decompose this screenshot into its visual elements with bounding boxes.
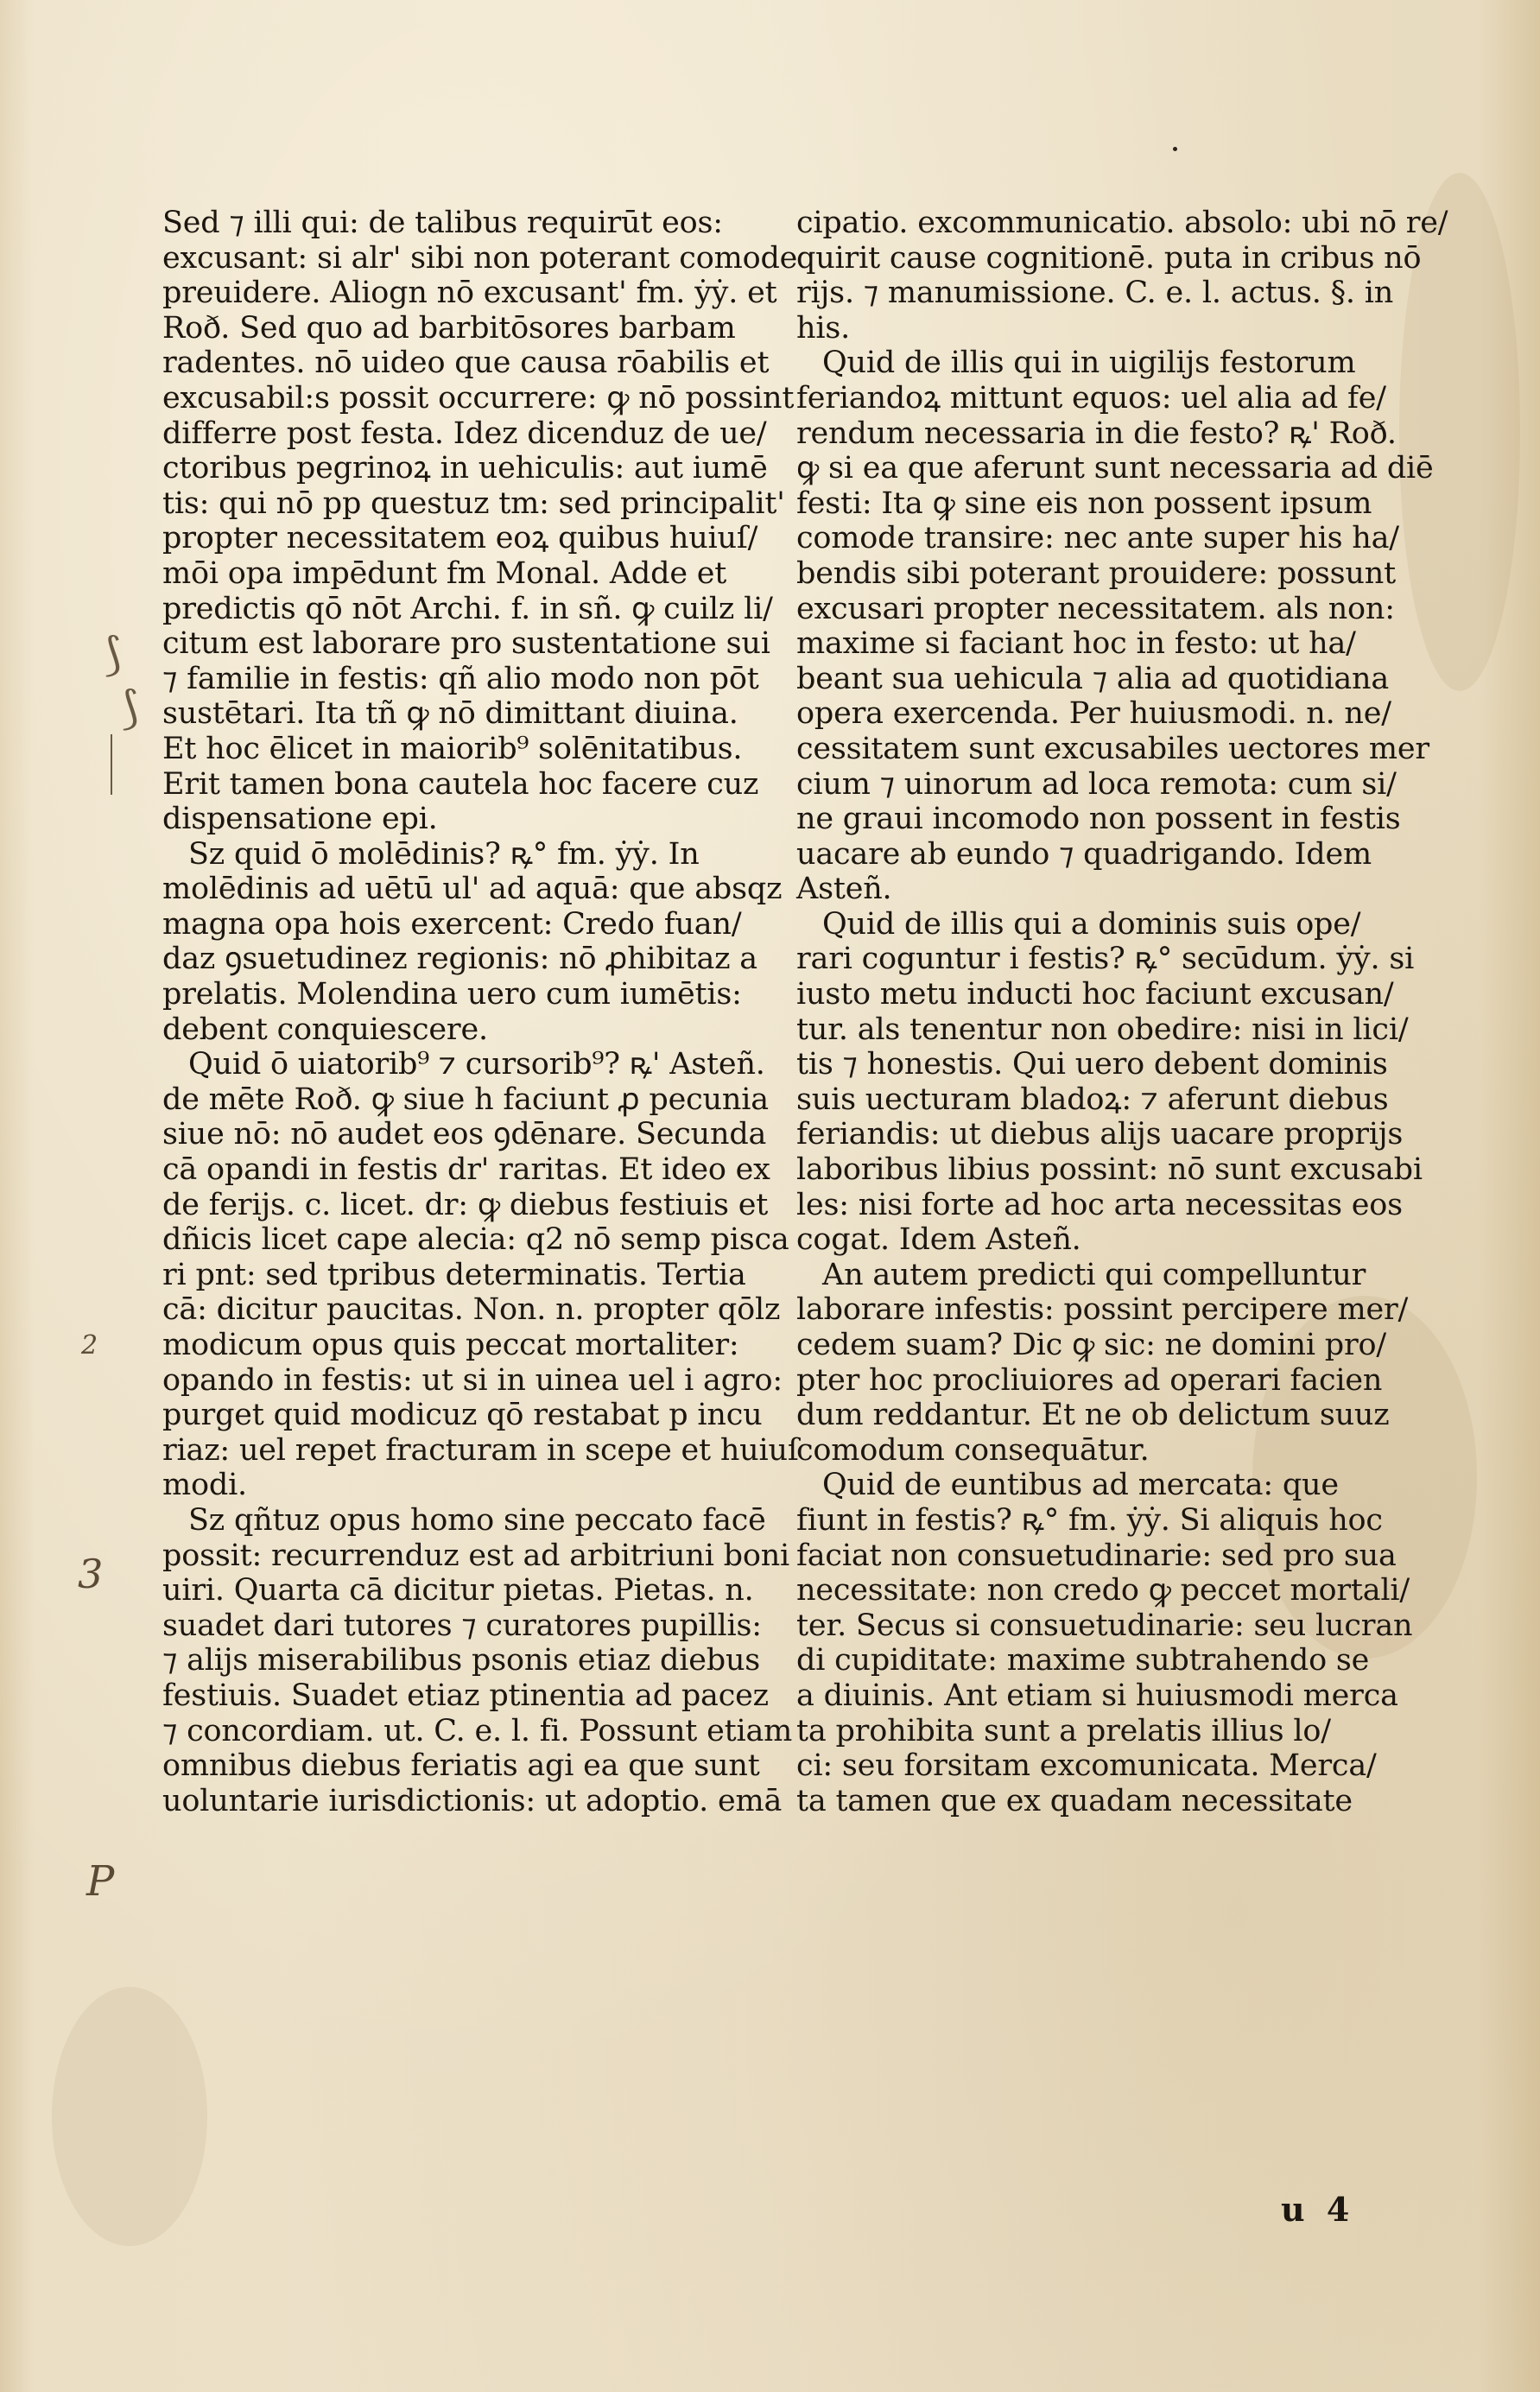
right-column-line: fiunt in festis? ꝶ° fm. ẏẏ. Si aliquis hoc bbox=[796, 1502, 1383, 1538]
right-column-line: les: nisi forte ad hoc arta necessitas eos bbox=[796, 1187, 1403, 1222]
right-column-line: ta tamen que ex quadam necessitate bbox=[796, 1783, 1353, 1818]
right-column-line: suis uecturam bladoꝝ: ⁊ aferunt diebus bbox=[796, 1082, 1389, 1117]
left-column-line: dñicis licet cape alecia: q2 nō semp pisca bbox=[162, 1222, 789, 1258]
right-column-line: uacare ab eundo ⁊ quadrigando. Idem bbox=[796, 836, 1372, 872]
right-column-line: feriandoꝝ mittunt equos: uel alia ad fe/ bbox=[796, 380, 1386, 416]
right-column-line: cipatio. excommunicatio. absolo: ubi nō re/ bbox=[796, 206, 1448, 240]
right-column-line: cedem suam? Dic ꝙ sic: ne domini pro/ bbox=[796, 1328, 1386, 1362]
right-column-line: beant sua uehicula ⁊ alia ad quotidiana bbox=[796, 661, 1390, 696]
left-column-line: de ferijs. c. licet. dr: ꝙ diebus festiuis et bbox=[162, 1187, 769, 1222]
left-column-line: excusabil:s possit occurrere: ꝙ nō possint bbox=[162, 380, 795, 416]
right-column-line: ꝙ si ea que aferunt sunt necessaria ad diē bbox=[796, 451, 1434, 486]
left-column-line: suadet dari tutores ⁊ curatores pupillis: bbox=[162, 1608, 762, 1643]
right-column-line: Quid de illis qui a dominis suis ope/ bbox=[822, 906, 1361, 942]
right-column-line: pter hoc procliuiores ad operari facien bbox=[796, 1362, 1383, 1398]
ink-dot bbox=[1173, 147, 1177, 151]
right-column-line: bendis sibi poterant prouidere: possunt bbox=[796, 555, 1396, 591]
margin-note-3: 3 bbox=[78, 1551, 104, 1597]
left-column-line: magna opa hois exercent: Credo fuan/ bbox=[162, 906, 742, 942]
left-column-line: daz ꝯsuetudinez regionis: nō ꝓhibitaz a bbox=[162, 942, 757, 977]
right-column-line: Asteñ. bbox=[796, 872, 892, 907]
left-column-line: siue nō: nō audet eos ꝯdēnare. Secunda bbox=[162, 1117, 767, 1152]
left-column-line: molēdinis ad uētū ul' ad aquā: que absqz bbox=[162, 872, 783, 907]
margin-vertical-line bbox=[111, 734, 112, 795]
right-column-line: iusto metu inducti hoc faciunt excusan/ bbox=[796, 977, 1394, 1012]
left-column-line: citum est laborare pro sustentatione sui bbox=[162, 626, 770, 662]
left-column-line: Quid ō uiatorib⁹ ⁊ cursorib⁹? ꝶ' Asteñ. bbox=[188, 1047, 765, 1082]
right-column-line: excusari propter necessitatem. als non: bbox=[796, 591, 1395, 626]
left-column-line: Roð. Sed quo ad barbitōsores barbam bbox=[162, 310, 736, 346]
right-column-line: festi: Ita ꝙ sine eis non possent ipsum bbox=[796, 485, 1372, 521]
right-column-line: ter. Secus si consuetudinarie: seu lucran bbox=[796, 1608, 1413, 1643]
left-column-line: cā opandi in festis dr' raritas. Et ideo ex bbox=[162, 1152, 770, 1188]
left-column-line: cā: dicitur paucitas. Non. n. propter qōlz bbox=[162, 1292, 781, 1328]
left-text-column bbox=[162, 206, 799, 1818]
paper-stain bbox=[52, 1987, 207, 2246]
right-column-line: Quid de euntibus ad mercata: que bbox=[822, 1468, 1339, 1503]
left-column-line: differre post festa. Idez dicenduz de ue/ bbox=[162, 416, 767, 451]
right-column-line: his. bbox=[796, 310, 851, 346]
right-column-line: Quid de illis qui in uigilijs festorum bbox=[822, 346, 1356, 381]
right-column-line: a diuinis. Ant etiam si huiusmodi merca bbox=[796, 1678, 1398, 1713]
right-column-line: necessitate: non credo ꝙ peccet mortali/ bbox=[796, 1573, 1410, 1608]
left-column-line: possit: recurrenduz est ad arbitriuni boni bbox=[162, 1538, 790, 1573]
left-column-line: modi. bbox=[162, 1468, 247, 1503]
margin-bracket-mark: ⟆ bbox=[104, 629, 122, 681]
right-column-line: feriandis: ut diebus alijs uacare proprijs bbox=[796, 1117, 1404, 1152]
left-column-line: uiri. Quarta cā dicitur pietas. Pietas. n. bbox=[162, 1573, 754, 1608]
margin-bracket-mark: ⟆ bbox=[121, 682, 139, 734]
right-column-line: tis ⁊ honestis. Qui uero debent dominis bbox=[796, 1047, 1388, 1082]
left-column-line: excusant: si alr' sibi non poterant comode bbox=[162, 240, 798, 276]
right-column-line: cessitatem sunt excusabiles uectores mer bbox=[796, 731, 1429, 766]
right-column-line: ci: seu forsitam excomunicata. Merca/ bbox=[796, 1748, 1377, 1784]
right-column-line: dum reddantur. Et ne ob delictum suuz bbox=[796, 1398, 1390, 1433]
right-column-line: opera exercenda. Per huiusmodi. n. ne/ bbox=[796, 696, 1391, 732]
left-column-line: Sz qñtuz opus homo sine peccato facē bbox=[188, 1502, 766, 1538]
right-column-line: di cupiditate: maxime subtrahendo se bbox=[796, 1643, 1370, 1678]
right-column-line: quirit cause cognitionē. puta in cribus nō bbox=[796, 240, 1422, 276]
left-column-line: prelatis. Molendina uero cum iumētis: bbox=[162, 977, 742, 1012]
left-column-line: ⁊ concordiam. ut. C. e. l. fi. Possunt etiam bbox=[162, 1713, 793, 1748]
left-column-line: ⁊ familie in festis: qñ alio modo non pōt bbox=[162, 661, 759, 696]
margin-note-4: P bbox=[86, 1857, 115, 1906]
signature-mark: u 4 bbox=[1281, 2190, 1355, 2229]
right-column-line: laborare infestis: possint percipere mer/ bbox=[796, 1292, 1409, 1328]
left-column-line: ri pnt: sed tpribus determinatis. Tertia bbox=[162, 1257, 746, 1292]
right-column-line: tur. als tenentur non obedire: nisi in lici/ bbox=[796, 1012, 1409, 1047]
left-column-line: ⁊ alijs miserabilibus psonis etiaz diebus bbox=[162, 1643, 761, 1678]
left-column-line: mōi opa impēdunt fm Monal. Adde et bbox=[162, 555, 727, 591]
right-column-line: rari coguntur i festis? ꝶ° secūdum. ẏẏ. si bbox=[796, 942, 1415, 977]
right-column-line: cogat. Idem Asteñ. bbox=[796, 1222, 1081, 1258]
left-column-line: tis: qui nō pp questuz tm: sed principalit' bbox=[162, 485, 785, 521]
left-column-line: dispensatione epi. bbox=[162, 802, 438, 837]
left-column-line: radentes. nō uideo que causa rōabilis et bbox=[162, 346, 770, 381]
left-column-line: opando in festis: ut si in uinea uel i agro: bbox=[162, 1362, 783, 1398]
right-column-line: comodum consequātur. bbox=[796, 1432, 1150, 1468]
left-column-line: Et hoc ēlicet in maiorib⁹ solēnitatibus. bbox=[162, 731, 743, 766]
left-column-line: Erit tamen bona cautela hoc facere cuz bbox=[162, 766, 759, 802]
right-column-line: An autem predicti qui compelluntur bbox=[822, 1257, 1366, 1292]
right-column-line: cium ⁊ uinorum ad loca remota: cum si/ bbox=[796, 766, 1397, 802]
right-column-line: rijs. ⁊ manumissione. C. e. l. actus. §. in bbox=[796, 276, 1394, 311]
right-column-line: laboribus libius possint: nō sunt excusabi bbox=[796, 1152, 1423, 1188]
left-column-line: de mēte Roð. ꝙ siue h faciunt ꝓ pecunia bbox=[162, 1082, 769, 1117]
left-column-line: festiuis. Suadet etiaz ptinentia ad pacez bbox=[162, 1678, 769, 1713]
right-column-line: rendum necessaria in die festo? ꝶ' Roð. bbox=[796, 416, 1397, 451]
left-column-line: riaz: uel repet fracturam in scepe et huiuſ bbox=[162, 1432, 799, 1468]
right-text-column bbox=[796, 206, 1448, 1818]
left-column-line: ctoribus pegrinoꝝ in uehiculis: aut iumē bbox=[162, 451, 768, 486]
left-column-line: uoluntarie iurisdictionis: ut adoptio. emā bbox=[162, 1783, 783, 1818]
right-column-line: ta prohibita sunt a prelatis illius lo/ bbox=[796, 1713, 1331, 1748]
left-column-line: Sz quid ō molēdinis? ꝶ° fm. ẏẏ. In bbox=[188, 836, 700, 872]
left-column-line: purget quid modicuz qō restabat p incu bbox=[162, 1398, 763, 1433]
left-column-line: Sed ⁊ illi qui: de talibus requirūt eos: bbox=[162, 206, 723, 240]
left-column-line: sustētari. Ita tñ ꝙ nō dimittant diuina. bbox=[162, 696, 738, 732]
right-column-line: faciat non consuetudinarie: sed pro sua bbox=[796, 1538, 1397, 1573]
margin-note-2: 2 bbox=[81, 1330, 98, 1361]
left-column-line: predictis qō nōt Archi. f. in sñ. ꝙ cuilz li/ bbox=[162, 591, 773, 626]
right-column-line: ne graui incomodo non possent in festis bbox=[796, 802, 1401, 837]
right-column-line: maxime si faciant hoc in festo: ut ha/ bbox=[796, 626, 1356, 662]
left-column-line: modicum opus quis peccat mortaliter: bbox=[162, 1328, 739, 1362]
left-column-line: propter necessitatem eoꝝ quibus huiuſ/ bbox=[162, 521, 758, 556]
left-column-line: preuidere. Aliogn nō excusant' fm. ẏẏ. et bbox=[162, 276, 777, 311]
right-column-line: comode transire: nec ante super his ha/ bbox=[796, 521, 1399, 556]
left-column-line: debent conquiescere. bbox=[162, 1012, 488, 1047]
left-column-line: omnibus diebus feriatis agi ea que sunt bbox=[162, 1748, 760, 1784]
